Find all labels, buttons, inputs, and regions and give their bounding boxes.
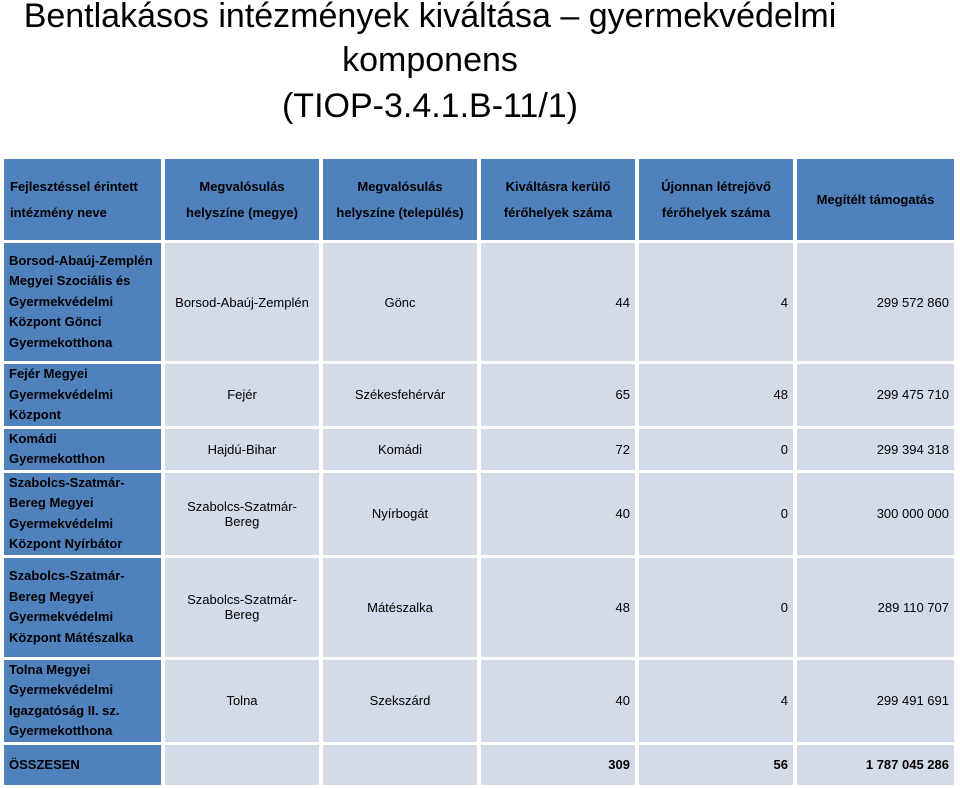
- title-line-2: komponens: [342, 41, 518, 79]
- title-line-3: (TIOP-3.4.1.B-11/1): [281, 87, 579, 125]
- total-label: ÖSSZESEN: [4, 745, 161, 785]
- row-replaced-places: 40: [481, 660, 635, 742]
- row-new-places: 4: [639, 243, 793, 361]
- header-institution: Fejlesztéssel érintett intézmény neve: [4, 159, 161, 240]
- total-replaced-places: 309: [481, 745, 635, 785]
- header-replaced-places: Kiváltásra kerülő férőhelyek száma: [481, 159, 635, 240]
- total-new-places: 56: [639, 745, 793, 785]
- header-county: Megvalósulás helyszíne (megye): [165, 159, 319, 240]
- row-support: 299 572 860: [797, 243, 954, 361]
- row-replaced-places: 65: [481, 364, 635, 426]
- header-support: Megítélt támogatás: [797, 159, 954, 240]
- total-row: [4, 745, 954, 785]
- row-county: Fejér: [165, 364, 319, 426]
- table-row: [4, 429, 954, 470]
- header-settlement: Megvalósulás helyszíne (település): [323, 159, 477, 240]
- row-new-places: 4: [639, 660, 793, 742]
- total-empty-settlement: [323, 745, 477, 785]
- row-institution-name: Komádi Gyermekotthon: [4, 429, 161, 470]
- row-county: Szabolcs-Szatmár-Bereg: [165, 558, 319, 657]
- row-settlement: Gönc: [323, 243, 477, 361]
- row-replaced-places: 72: [481, 429, 635, 470]
- row-replaced-places: 48: [481, 558, 635, 657]
- table-row: [4, 243, 954, 361]
- row-settlement: Nyírbogát: [323, 473, 477, 555]
- total-empty-county: [165, 745, 319, 785]
- header-new-places: Újonnan létrejövő férőhelyek száma: [639, 159, 793, 240]
- row-new-places: 0: [639, 429, 793, 470]
- row-institution-name: Tolna Megyei Gyermekvédelmi Igazgatóság II. sz. Gyermekotthona: [4, 660, 161, 742]
- support-table: [0, 156, 958, 788]
- row-institution-name: Fejér Megyei Gyermekvédelmi Központ: [4, 364, 161, 426]
- row-county: Tolna: [165, 660, 319, 742]
- row-support: 299 475 710: [797, 364, 954, 426]
- table-row: [4, 473, 954, 555]
- row-replaced-places: 44: [481, 243, 635, 361]
- row-county: Hajdú-Bihar: [165, 429, 319, 470]
- row-settlement: Szekszárd: [323, 660, 477, 742]
- row-support: 299 394 318: [797, 429, 954, 470]
- row-settlement: Komádi: [323, 429, 477, 470]
- table-row: [4, 558, 954, 657]
- row-support: 289 110 707: [797, 558, 954, 657]
- table-header-row: [4, 159, 954, 240]
- total-support: 1 787 045 286: [797, 745, 954, 785]
- table-row: [4, 364, 954, 426]
- row-support: 300 000 000: [797, 473, 954, 555]
- table-row: [4, 660, 954, 742]
- title-line-1: Bentlakásos intézmények kiváltása – gyermekvédelmi: [23, 0, 837, 35]
- row-county: Borsod-Abaúj-Zemplén: [165, 243, 319, 361]
- row-institution-name: Szabolcs-Szatmár-Bereg Megyei Gyermekvédelmi Központ Nyírbátor: [4, 473, 161, 555]
- row-support: 299 491 691: [797, 660, 954, 742]
- row-new-places: 0: [639, 473, 793, 555]
- row-replaced-places: 40: [481, 473, 635, 555]
- row-county: Szabolcs-Szatmár-Bereg: [165, 473, 319, 555]
- row-institution-name: Borsod-Abaúj-Zemplén Megyei Szociális és Gyermekvédelmi Központ Gönci Gyermekotthona: [4, 243, 161, 361]
- row-settlement: Mátészalka: [323, 558, 477, 657]
- row-new-places: 0: [639, 558, 793, 657]
- row-new-places: 48: [639, 364, 793, 426]
- row-settlement: Székesfehérvár: [323, 364, 477, 426]
- row-institution-name: Szabolcs-Szatmár-Bereg Megyei Gyermekvédelmi Központ Mátészalka: [4, 558, 161, 657]
